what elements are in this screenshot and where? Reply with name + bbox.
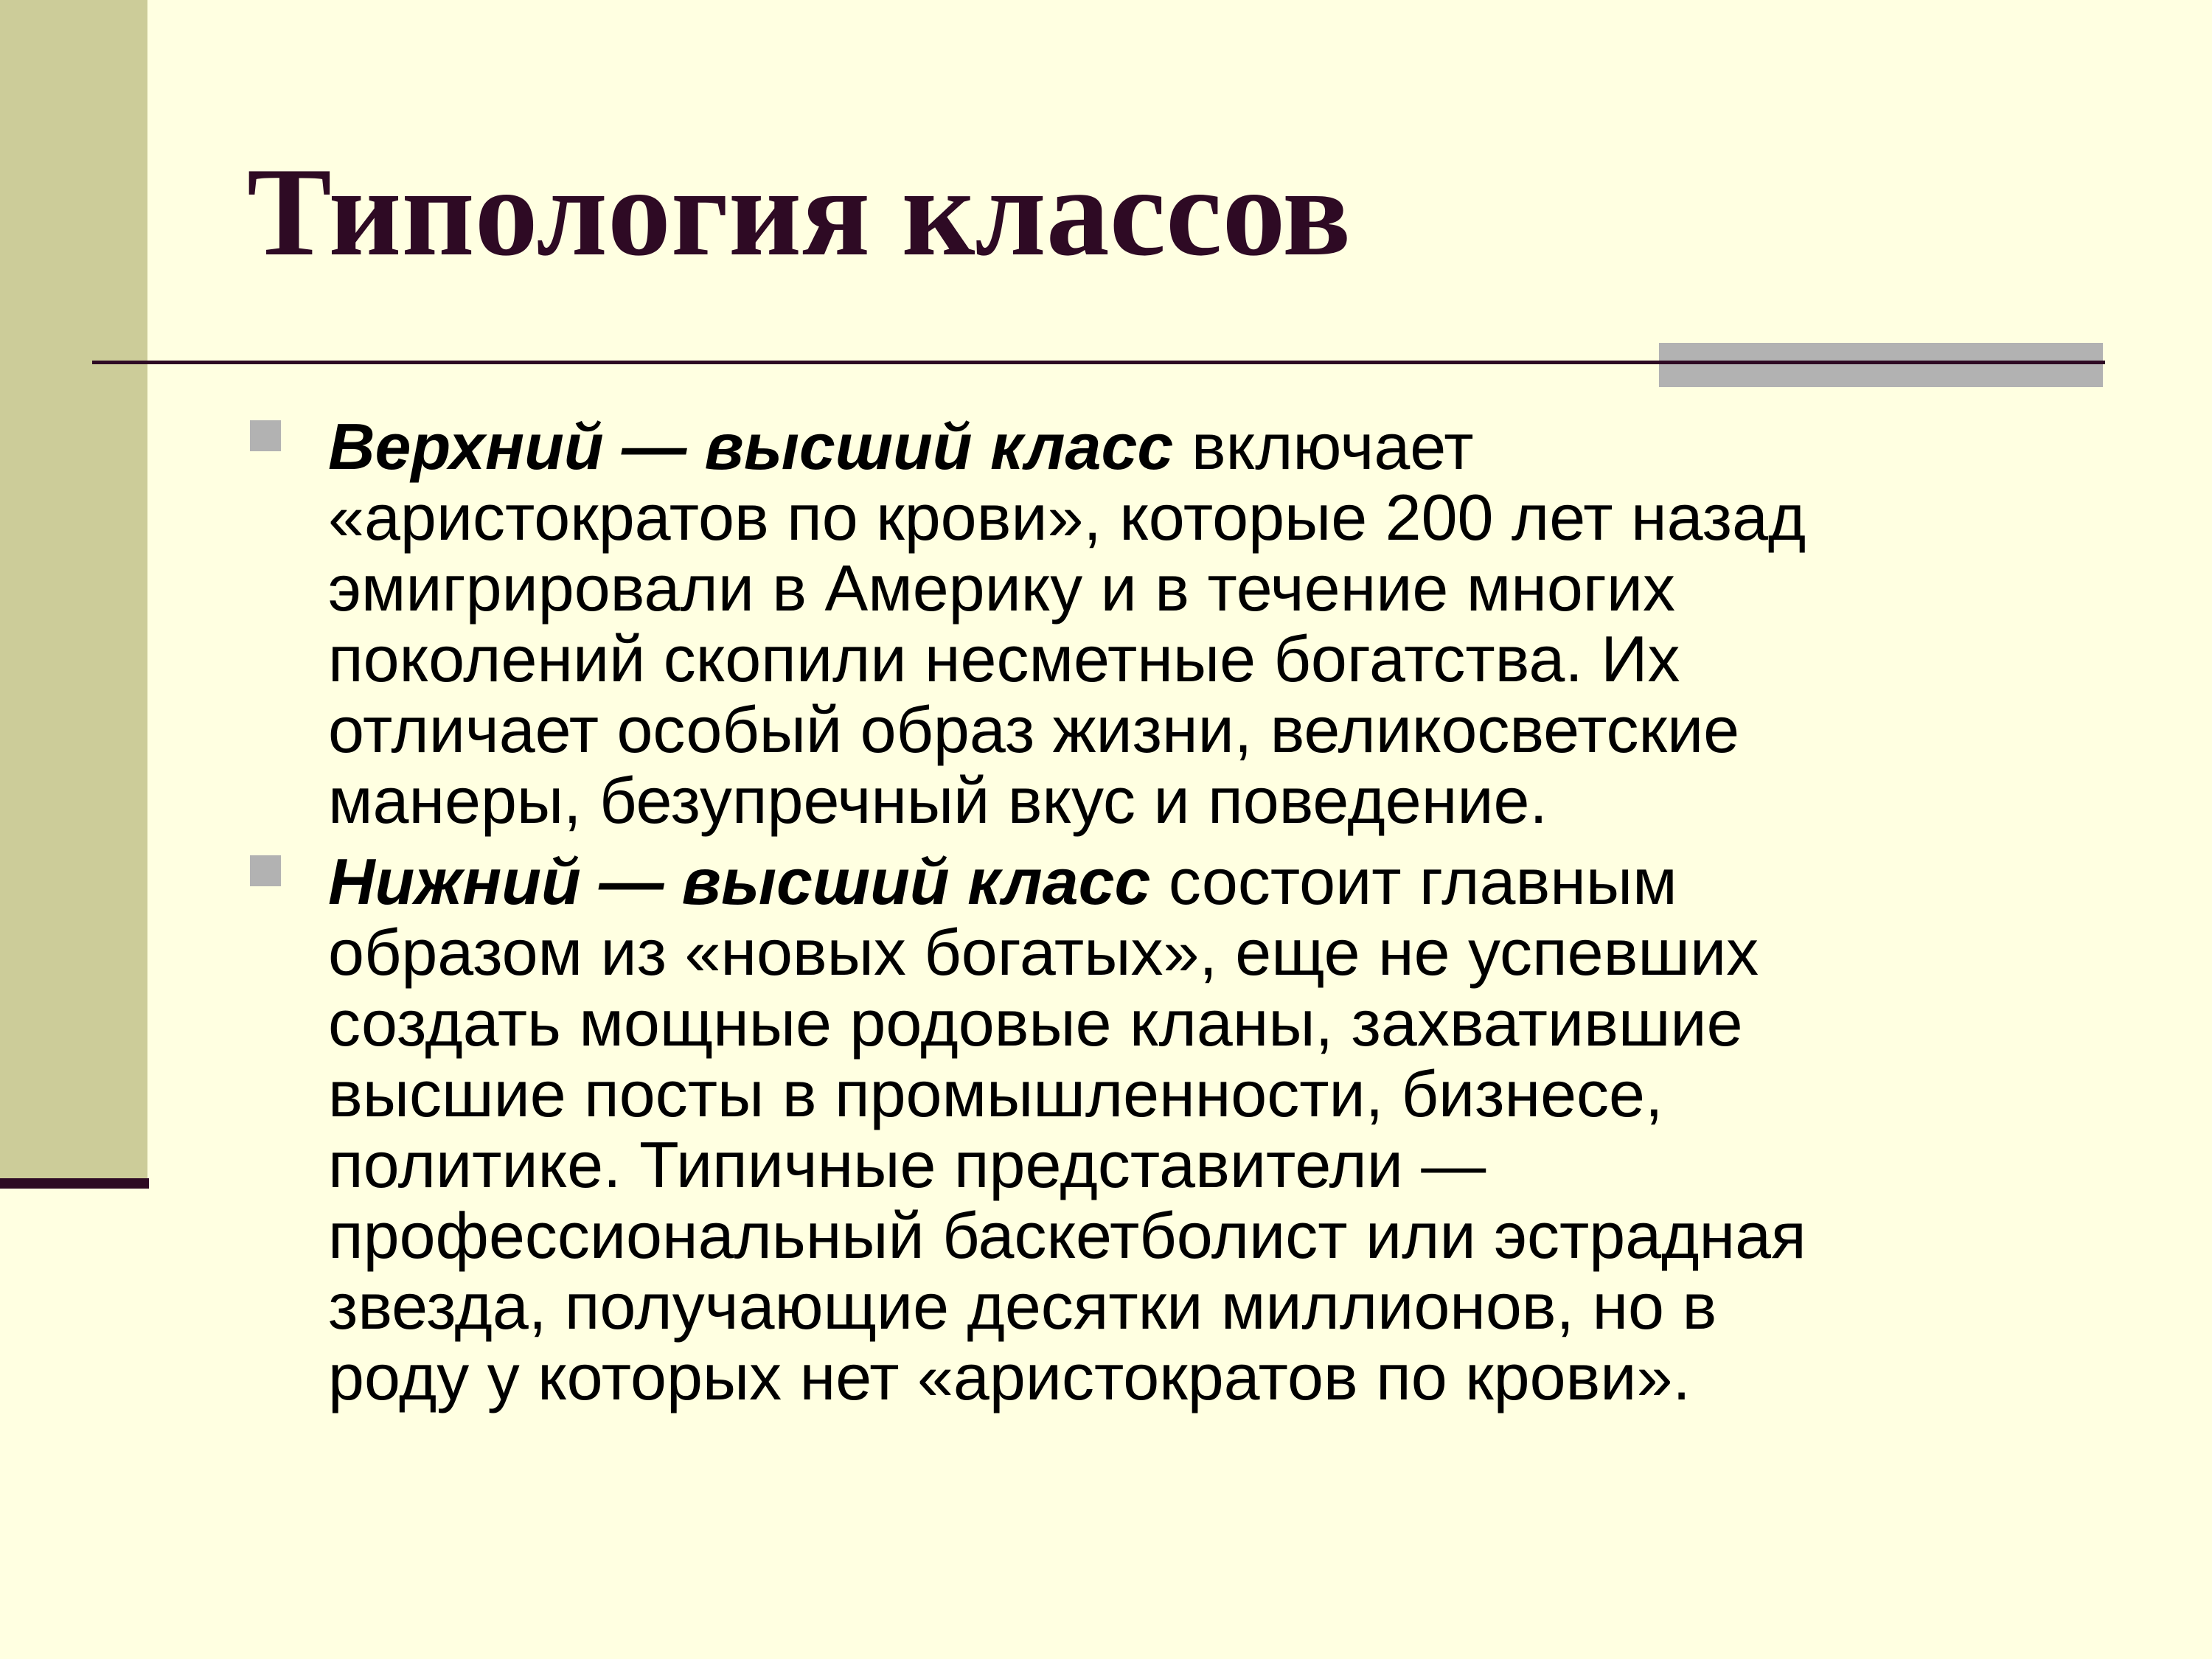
left-band-rule — [0, 1178, 149, 1189]
bullet-text-line: роду у которых нет «аристократов по крови». — [328, 1340, 1691, 1413]
bullet-text-line: профессиональный баскетболист или эстрадная — [328, 1199, 1806, 1272]
square-bullet-icon — [250, 855, 281, 886]
bullet-text-line: политике. Типичные представители — — [328, 1128, 1486, 1201]
bullet-first-line — [328, 411, 2112, 482]
title-accent-rule — [1659, 361, 2103, 364]
slide-title: Типология классов — [247, 142, 1352, 282]
bullet-heading: Нижний — высший класс — [328, 845, 1151, 918]
bullet-text-line: отличает особый образ жизни, великосветские — [328, 693, 1740, 766]
bullet-text-line: включает — [1173, 410, 1474, 483]
bullet-text-line: высшие посты в промышленности, бизнесе, — [328, 1057, 1663, 1130]
bullet-text-line: состоит главным — [1150, 845, 1677, 918]
bullet-text-line: эмигрировали в Америку и в течение многих — [328, 552, 1676, 625]
bullet-first-line — [328, 846, 2112, 917]
bullet-text-line: создать мощные родовые кланы, захватившие — [328, 987, 1743, 1060]
bullet-item-upper-upper-class — [247, 411, 2112, 836]
square-bullet-icon — [250, 420, 281, 451]
bullet-text-line: поколений скопили несметные богатства. Их — [328, 622, 1680, 695]
bullet-item-lower-upper-class — [247, 846, 2112, 1413]
title-accent-bar — [1659, 343, 2103, 387]
bullet-heading: Верхний — высший класс — [328, 410, 1174, 483]
bullet-text-line: образом из «новых богатых», еще не успевших — [328, 916, 1759, 989]
bullet-text-line: «аристократов по крови», которые 200 лет назад — [328, 481, 1806, 554]
bullet-list — [247, 411, 2112, 1423]
left-decorative-band — [0, 0, 147, 1180]
bullet-text-line: звезда, получающие десятки миллионов, но в — [328, 1270, 1717, 1343]
bullet-text-line: манеры, безупречный вкус и поведение. — [328, 764, 1548, 837]
